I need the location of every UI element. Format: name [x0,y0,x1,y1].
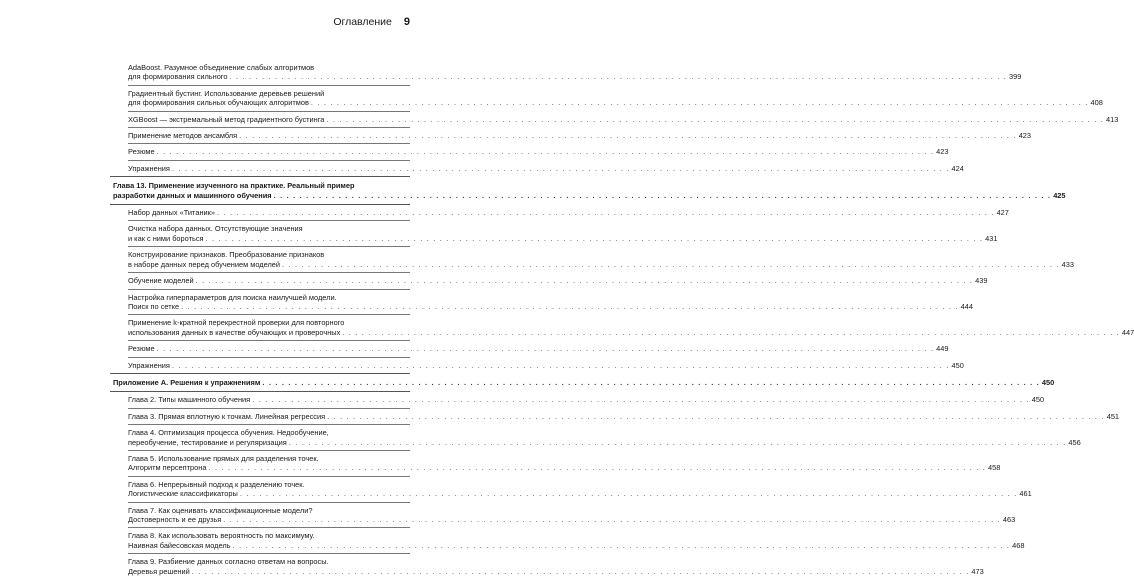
dot-leader: . . . . . . . . . . . . . . . . . . . . . . . . . . . . . . . . . . . . . . . . . . . . . . . . . . . . . . . . . . . . . . . . . . . . . . . . . . . . . . . . . . . . . . . . . . . . . . . . . . . . . . . . . . . . . . . . . . . . . . . . [273,190,1052,200]
table-of-contents [110,60,1134,579]
dot-leader: . . . . . . . . . . . . . . . . . . . . . . . . . . . . . . . . . . . . . . . . . . . . . . . . . . . . . . . . . . . . . . . . . . . . . . . . . . . . . . . . . . . . . . . . . . . . . . . . . . . . . . . . . . . . . . . . . . . . . . . . [171,360,950,370]
toc-entry[interactable] [110,112,1119,127]
toc-entry-title: для формирования сильных обучающих алгоритмов [128,98,309,108]
toc-entry[interactable] [110,161,964,176]
toc-entry-title: Наивная байесовская модель [128,540,231,550]
toc-entry-title: Алгоритм персептрона [128,463,207,473]
header-section-title: Оглавление [333,16,392,28]
toc-entry-title-line: Очистка набора данных. Отсутствующие значения [128,224,303,234]
toc-entry-title: Достоверность и ее друзья [128,515,222,524]
toc-entry-title: Глава 2. Типы машинного обучения [128,395,251,405]
dot-leader: . . . . . . . . . . . . . . . . . . . . . . . . . . . . . . . . . . . . . . . . . . . . . . . . . . . . . . . . . . . . . . . . . . . . . . . . . . . . . . . . . . . . . . . . . . . . . . . . . . . . . . . . . . . . . . . . . . . . . . . . [191,566,970,576]
toc-chapter-entry[interactable] [110,374,1055,391]
toc-entry-title: Упражнения [128,360,170,370]
toc-entry[interactable] [110,451,1001,476]
toc-entry-title: Набор данных «Титаник» [128,208,215,218]
dot-leader: . . . . . . . . . . . . . . . . . . . . . . . . . . . . . . . . . . . . . . . . . . . . . . . . . . . . . . . . . . . . . . . . . . . . . . . . . . . . . . . . . . . . . . . . . . . . . . . . . . . . . . . . . . . . . . . . . . . . . . . . [282,259,1060,269]
toc-entry[interactable] [110,315,1134,340]
toc-chapter-entry[interactable] [110,177,1066,204]
dot-leader: . . . . . . . . . . . . . . . . . . . . . . . . . . . . . . . . . . . . . . . . . . . . . . . . . . . . . . . . . . . . . . . . . . . . . . . . . . . . . . . . . . . . . . . . . . . . . . . . . . . . . . . . . . . . . . . . . . . . . . . . [195,276,974,286]
dot-leader: . . . . . . . . . . . . . . . . . . . . . . . . . . . . . . . . . . . . . . . . . . . . . . . . . . . . . . . . . . . . . . . . . . . . . . . . . . . . . . . . . . . . . . . . . . . . . . . . . . . . . . . . . . . . . . . . . . . . . . . . [229,72,1008,82]
toc-entry[interactable] [110,247,1074,272]
dot-leader: . . . . . . . . . . . . . . . . . . . . . . . . . . . . . . . . . . . . . . . . . . . . . . . . . . . . . . . . . . . . . . . . . . . . . . . . . . . . . . . . . . . . . . . . . . . . . . . . . . . . . . . . . . . . . . . . . . . . . . . . [326,114,1104,124]
toc-entry-title: Глава 3. Прямая вплотную к точкам. Линейная регрессия [128,411,326,421]
toc-entry-title-line: Применение k-кратной перекрестной проверки для повторного [128,318,345,328]
toc-entry[interactable] [110,392,1045,407]
toc-entry-title-line: Настройка гиперпараметров для поиска наилучшей модели. [128,292,337,302]
toc-entry[interactable] [110,205,1009,220]
toc-page-number: 427 [996,208,1009,218]
toc-entry[interactable] [110,290,973,315]
dot-leader: . . . . . . . . . . . . . . . . . . . . . . . . . . . . . . . . . . . . . . . . . . . . . . . . . . . . . . . . . . . . . . . . . . . . . . . . . . . . . . . . . . . . . . . . . . . . . . . . . . . . . . . . . . . . . . . . . . . . . . . . [181,301,959,311]
toc-entry-title-line: Глава 6. Непрерывный подход к разделению точек. [128,479,305,489]
toc-page-number: 451 [1106,411,1120,421]
dot-leader: . . . . . . . . . . . . . . . . . . . . . . . . . . . . . . . . . . . . . . . . . . . . . . . . . . . . . . . . . . . . . . . . . . . . . . . . . . . . . . . . . . . . . . . . . . . . . . . . . . . . . . . . . . . . . . . . . . . . . . . . [288,437,1067,447]
dot-leader: . . . . . . . . . . . . . . . . . . . . . . . . . . . . . . . . . . . . . . . . . . . . . . . . . . . . . . . . . . . . . . . . . . . . . . . . . . . . . . . . . . . . . . . . . . . . . . . . . . . . . . . . . . . . . . . . . . . . . . . . [239,131,1017,141]
toc-entry-title: использования данных в качестве обучающих и проверочных [128,327,341,337]
toc-page-number: 425 [1053,190,1066,200]
toc-page-number: 450 [1041,377,1055,387]
toc-entry-title: переобучение, тестирование и регуляризация [128,437,287,447]
toc-page-number: 413 [1105,114,1119,124]
running-header [110,16,410,38]
dot-leader: . . . . . . . . . . . . . . . . . . . . . . . . . . . . . . . . . . . . . . . . . . . . . . . . . . . . . . . . . . . . . . . . . . . . . . . . . . . . . . . . . . . . . . . . . . . . . . . . . . . . . . . . . . . . . . . . . . . . . . . . [232,540,1011,550]
toc-page-number: 399 [1009,72,1022,82]
toc-entry-title-line: Глава 5. Использование прямых для разделения точек. [128,453,319,463]
toc-entry[interactable] [110,273,988,288]
toc-entry-title: разработки данных и машинного обучения [113,190,272,200]
toc-page-number: 447 [1121,327,1134,337]
toc-entry-title-line: Глава 7. Как оценивать классификационные модели? [128,505,313,515]
toc-entry-title: Деревья решений [128,566,190,576]
toc-entry[interactable] [110,425,1081,450]
toc-entry-title-line: AdaBoost. Разумное объединение слабых алгоритмов [128,63,315,72]
header-page-number: 9 [403,16,410,28]
toc-page-number: 461 [1019,489,1032,499]
toc-entry-title: Логистические классификаторы [128,489,238,499]
dot-leader: . . . . . . . . . . . . . . . . . . . . . . . . . . . . . . . . . . . . . . . . . . . . . . . . . . . . . . . . . . . . . . . . . . . . . . . . . . . . . . . . . . . . . . . . . . . . . . . . . . . . . . . . . . . . . . . . . . . . . . . . [223,515,1001,524]
toc-entry-title: Резюме [128,344,155,354]
toc-entry[interactable] [110,554,984,579]
toc-page-number: 439 [975,276,988,286]
toc-entry-title: Упражнения [128,163,170,173]
toc-entry[interactable] [110,60,1022,85]
toc-entry[interactable] [110,341,949,356]
toc-entry[interactable] [110,358,964,373]
toc-page-number: 450 [951,360,964,370]
toc-entry[interactable] [110,144,949,159]
toc-entry-title: и как с ними бороться [128,233,204,243]
toc-entry-title: Приложение А. Решения к упражнениям [113,377,261,387]
dot-leader: . . . . . . . . . . . . . . . . . . . . . . . . . . . . . . . . . . . . . . . . . . . . . . . . . . . . . . . . . . . . . . . . . . . . . . . . . . . . . . . . . . . . . . . . . . . . . . . . . . . . . . . . . . . . . . . . . . . . . . . . [156,147,935,157]
toc-page-number: 423 [1018,131,1032,141]
toc-entry[interactable] [110,86,1103,111]
dot-leader: . . . . . . . . . . . . . . . . . . . . . . . . . . . . . . . . . . . . . . . . . . . . . . . . . . . . . . . . . . . . . . . . . . . . . . . . . . . . . . . . . . . . . . . . . . . . . . . . . . . . . . . . . . . . . . . . . . . . . . . . [252,395,1030,405]
dot-leader: . . . . . . . . . . . . . . . . . . . . . . . . . . . . . . . . . . . . . . . . . . . . . . . . . . . . . . . . . . . . . . . . . . . . . . . . . . . . . . . . . . . . . . . . . . . . . . . . . . . . . . . . . . . . . . . . . . . . . . . . [171,163,950,173]
toc-page-number: 449 [936,344,949,354]
dot-leader: . . . . . . . . . . . . . . . . . . . . . . . . . . . . . . . . . . . . . . . . . . . . . . . . . . . . . . . . . . . . . . . . . . . . . . . . . . . . . . . . . . . . . . . . . . . . . . . . . . . . . . . . . . . . . . . . . . . . . . . . [156,344,935,354]
toc-entry[interactable] [110,221,998,246]
toc-entry-title: XGBoost — экстремальный метод градиентного бустинга [128,114,325,124]
toc-page-number: 463 [1002,515,1016,524]
toc-entry-title: Применение методов ансамбля [128,131,238,141]
toc-entry-title-line: Конструирование признаков. Преобразование признаков [128,250,325,260]
toc-page-number: 444 [960,301,973,311]
toc-page-number: 468 [1012,540,1025,550]
dot-leader: . . . . . . . . . . . . . . . . . . . . . . . . . . . . . . . . . . . . . . . . . . . . . . . . . . . . . . . . . . . . . . . . . . . . . . . . . . . . . . . . . . . . . . . . . . . . . . . . . . . . . . . . . . . . . . . . . . . . . . . . [327,411,1105,421]
toc-entry-title: для формирования сильного [128,72,228,82]
toc-page-number: 408 [1090,98,1103,108]
toc-entry-title: в наборе данных перед обучением моделей [128,259,281,269]
toc-entry-title-line: Глава 4. Оптимизация процесса обучения. Недообучение, [128,428,329,438]
toc-page-number: 473 [971,566,984,576]
toc-entry[interactable] [110,409,1120,424]
dot-leader: . . . . . . . . . . . . . . . . . . . . . . . . . . . . . . . . . . . . . . . . . . . . . . . . . . . . . . . . . . . . . . . . . . . . . . . . . . . . . . . . . . . . . . . . . . . . . . . . . . . . . . . . . . . . . . . . . . . . . . . . [217,208,995,218]
dot-leader: . . . . . . . . . . . . . . . . . . . . . . . . . . . . . . . . . . . . . . . . . . . . . . . . . . . . . . . . . . . . . . . . . . . . . . . . . . . . . . . . . . . . . . . . . . . . . . . . . . . . . . . . . . . . . . . . . . . . . . . . [239,489,1018,499]
toc-page-number: 423 [936,147,949,157]
toc-chapter-title-line: Глава 13. Применение изученного на практике. Реальный пример [113,181,355,191]
toc-entry-title-line: Глава 8. Как использовать вероятность по максимуму. [128,531,315,541]
toc-entry-title: Поиск по сетке [128,301,180,311]
toc-entry-title: Резюме [128,147,155,157]
toc-page-number: 450 [1031,395,1045,405]
dot-leader: . . . . . . . . . . . . . . . . . . . . . . . . . . . . . . . . . . . . . . . . . . . . . . . . . . . . . . . . . . . . . . . . . . . . . . . . . . . . . . . . . . . . . . . . . . . . . . . . . . . . . . . . . . . . . . . . . . . . . . . . [208,463,987,473]
toc-page-number: 456 [1068,437,1081,447]
toc-entry[interactable] [110,528,1025,553]
dot-leader: . . . . . . . . . . . . . . . . . . . . . . . . . . . . . . . . . . . . . . . . . . . . . . . . . . . . . . . . . . . . . . . . . . . . . . . . . . . . . . . . . . . . . . . . . . . . . . . . . . . . . . . . . . . . . . . . . . . . . . . . [310,98,1089,108]
toc-entry-title: Обучение моделей [128,276,194,286]
toc-entry[interactable] [110,503,1016,528]
dot-leader: . . . . . . . . . . . . . . . . . . . . . . . . . . . . . . . . . . . . . . . . . . . . . . . . . . . . . . . . . . . . . . . . . . . . . . . . . . . . . . . . . . . . . . . . . . . . . . . . . . . . . . . . . . . . . . . . . . . . . . . . [342,327,1120,337]
toc-page-number: 424 [951,163,964,173]
toc-page-number: 433 [1061,259,1074,269]
dot-leader: . . . . . . . . . . . . . . . . . . . . . . . . . . . . . . . . . . . . . . . . . . . . . . . . . . . . . . . . . . . . . . . . . . . . . . . . . . . . . . . . . . . . . . . . . . . . . . . . . . . . . . . . . . . . . . . . . . . . . . . . [262,377,1040,387]
dot-leader: . . . . . . . . . . . . . . . . . . . . . . . . . . . . . . . . . . . . . . . . . . . . . . . . . . . . . . . . . . . . . . . . . . . . . . . . . . . . . . . . . . . . . . . . . . . . . . . . . . . . . . . . . . . . . . . . . . . . . . . . [205,233,984,243]
toc-page-number: 458 [988,463,1001,473]
toc-entry-title-line: Градиентный бустинг. Использование деревьев решений [128,88,325,98]
toc-entry-title-line: Глава 9. Разбиение данных согласно ответам на вопросы. [128,557,329,567]
toc-entry[interactable] [110,128,1032,143]
toc-entry[interactable] [110,477,1032,502]
toc-page-number: 431 [985,233,998,243]
